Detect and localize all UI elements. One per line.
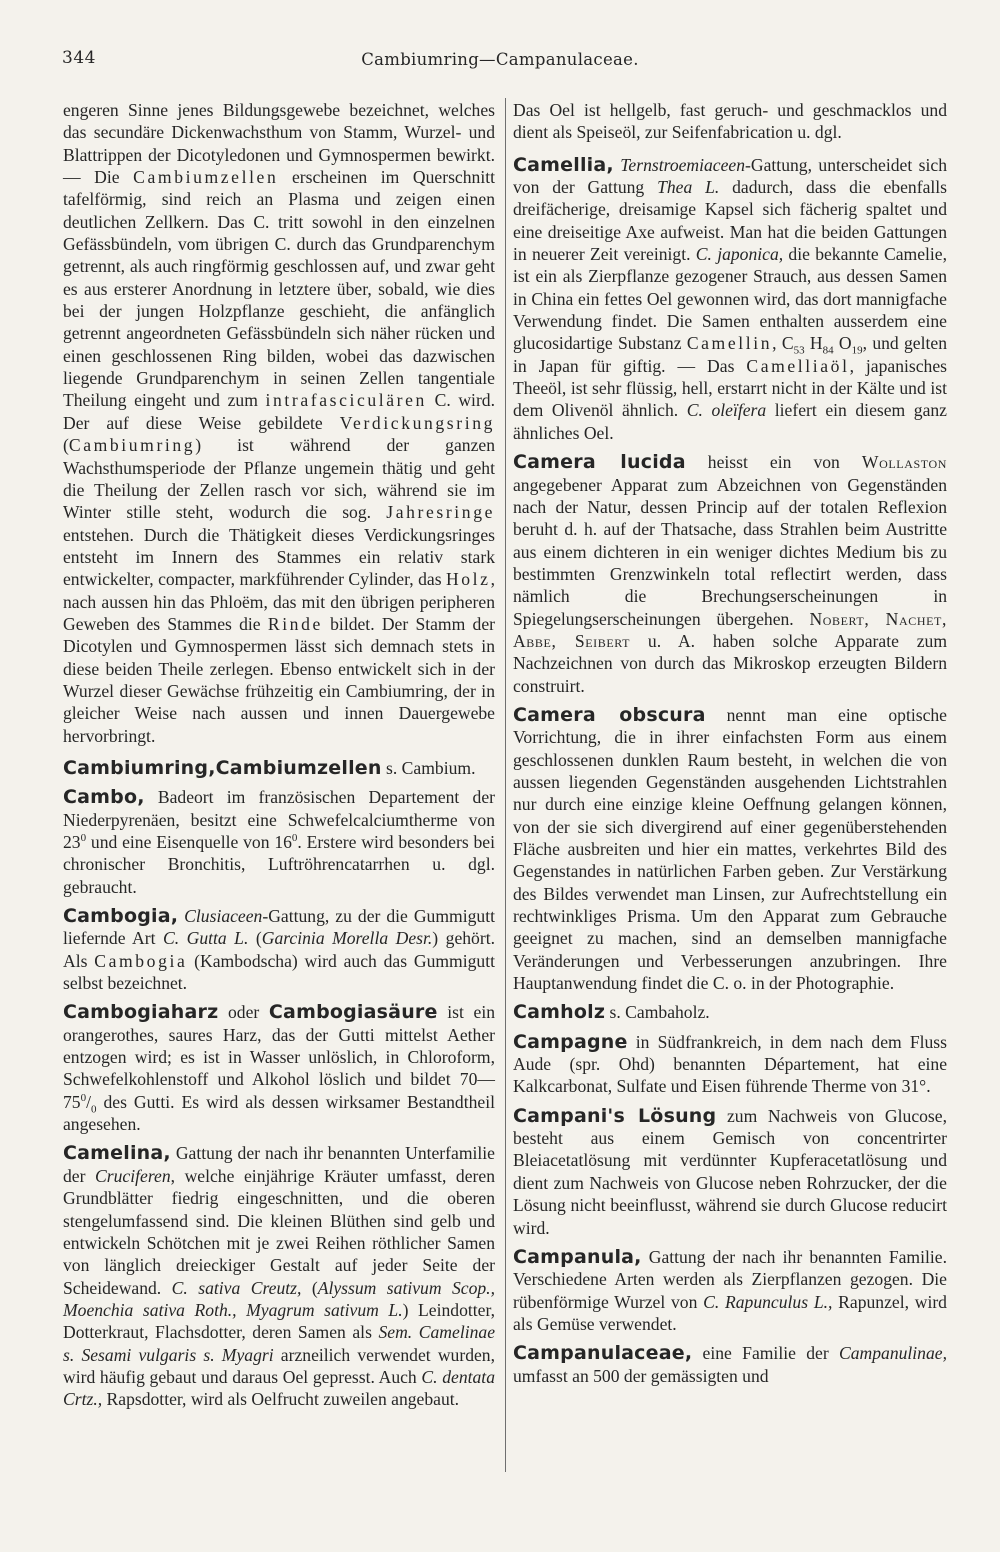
page-number: 344 <box>62 48 96 68</box>
headword: Campanulaceae, <box>513 1342 693 1365</box>
left-column <box>63 99 495 1418</box>
entry-camellia: Camellia, Ternstroemiaceen-Gattung, unterscheidet sich von der Gattung Thea L. dadurch, dass die ebenfalls dreifächerige, dreisamige Kapsel sich fächerig spaltet und eine dreiseitige Axe aufweist. Man hat die beiden Gattungen in neuerer Zeit vereinigt. C. japonica, die bekannte Camelie, ist ein als Zierpflanze gezogener Strauch, aus dessen Samen in China ein fettes Oel gewonnen wird, das dort mannigfache Verwendung findet. Die Samen enthalten ausserdem eine glucosidartige Substanz Camellin, $C_{53}$ $H_{84}$ $O_{19}$, und gelten in Japan für giftig. — Das Camelliaöl, japanisches Theeöl, ist sehr flüssig, hell, erstarrt nicht in der Kälte und ist dem Olivenöl ähnlich. C. oleïfera liefert ein diesem ganz ähnliches Oel. <box>513 153 947 443</box>
entry-cambogia: Cambogia, Clusiaceen-Gattung, zu der die Gummigutt liefernde Art C. Gutta L. (Garcinia Morella Desr.) gehört. Als Cambogia (Kambodscha) wird auch das Gummigutt selbst bezeichnet. <box>63 905 495 994</box>
headword: Cambiumring,Cambiumzellen <box>63 756 382 779</box>
right-column <box>513 99 947 1394</box>
headword: Camera obscura <box>513 703 706 726</box>
entry-camelina-continuation: Das Oel ist hellgelb, fast geruch- und geschmacklos und dient als Speiseöl, zur Seifenfabrication u. dgl. <box>513 100 947 143</box>
headword: Camelina, <box>63 1142 171 1165</box>
entry-camelina: Camelina, Gattung der nach ihr benannten Unterfamilie der Cruciferen, welche einjährige Kräuter umfasst, deren Grundblätter fiedrig eingeschnitten, und die oberen stengelumfassend sind. Die kleinen Blüthen sind gelb und entwickeln Schötchen mit je zwei Reihen röthlicher Samen von länglich dreieckiger Gestalt auf jeder Seite der Scheidewand. C. sativa Creutz, (Alyssum sativum Scop., Moenchia sativa Roth., Myagrum sativum L.) Leindotter, Dotterkraut, Flachsdotter, deren Samen als Sem. Camelinae s. Sesami vulgaris s. Myagri arzneilich verwendet wurden, wird häufig gebaut und daraus Oel gepresst. Auch C. dentata Crtz., Rapsdotter, wird als Oelfrucht zuweilen angebaut. <box>63 1142 496 1410</box>
headword: Cambo, <box>63 786 145 809</box>
entry-campanis-loesung: Campani's Lösung zum Nachweis von Glucose, besteht aus einem Gemisch von concentrirter Bleiacetatlösung mit verdünnter Kupferacetatlösung und dient zum Nachweis von Glucose neben Rohrzucker, der die Lösung nicht beeinflusst, während sie durch Glucose reducirt wird. <box>513 1104 947 1238</box>
headword: Camholz <box>513 1001 606 1024</box>
headword: Campani's Lösung <box>513 1104 717 1127</box>
column-divider <box>505 98 506 1472</box>
running-head: Cambiumring—Campanulaceae. <box>361 50 639 69</box>
entry-camholz: Camholz s. Cambaholz. <box>513 1001 710 1024</box>
entry-cambogiaharz: Cambogiaharz oder Cambogiasäure ist ein orangerothes, saures Harz, das der Gutti mittelst Aether entzogen wird; es ist in Wasser unlöslich, in Chloroform, Schwefelkohlenstoff und Alkohol löslich und bildet $70—75^0/_0$ des Gutti. Es wird als dessen wirksamer Bestandtheil angesehen. <box>63 1001 495 1135</box>
headword: Camera lucida <box>513 451 686 474</box>
headword: Campanula, <box>513 1245 642 1268</box>
entry-campanulaceae: Campanulaceae, eine Familie der Campanulinae, umfasst an 500 der gemässigten und <box>513 1342 947 1386</box>
headword: Cambogia, <box>63 905 179 928</box>
entry-campagne: Campagne in Südfrankreich, in dem nach dem Fluss Aude (spr. Ohd) benannten Département, hat eine Kalkcarbonat, Sulfate und Eisen führende Therme von 31°. <box>513 1030 947 1097</box>
entry-camera-lucida: Camera lucida heisst ein von Wollaston angegebener Apparat zum Abzeichnen von Gegenständen nach der Natur, dessen Princip auf der totalen Reflexion beruht d. h. auf der Thatsache, dass Strahlen beim Austritte aus einem dichteren in ein weniger dichtes Medium bis zu bestimmten Grenzwinkeln total reflectirt werden, dass nämlich die Brechungserscheinungen in Spiegelungserscheinungen übergehen. Nobert, Nachet, Abbe, Seibert u. A. haben solche Apparate zum Nachzeichnen von durch das Mikroskop erzeugten Bildern construirt. <box>513 451 948 696</box>
entry-cambium-continuation: engeren Sinne jenes Bildungsgewebe bezeichnet, welches das secundäre Dickenwachsthum von Stamm, Wurzel- und Blattrippen der Dicotyledonen und Gymnospermen bewirkt. — Die Cambiumzellen erscheinen im Querschnitt tafelförmig, sind reich an Plasma und zeigen einen deutlichen Zellkern. Das C. tritt sowohl in den einzelnen Gefässbündeln, vom übrigen C. durch das Grundparenchym getrennt, als auch ringförmig geschlossen auf, und zwar geht es aus ersterer Anordnung in letztere über, sobald, wie dies bei der jungen Holzpflanze geschieht, die anfänglich getrennt angeordneten Gefässbündeln sich näher rücken und einen geschlossenen Ring bilden, wobei das dazwischen liegende Grundparenchym in seinen Zellen tangentiale Theilung eingeht und zum intrafasciculären C. wird. Der auf diese Weise gebildete Verdickungsring (Cambiumring) ist während der ganzen Wachsthumsperiode der Pflanze ungemein thätig und geht die Theilung der Zellen rasch vor sich, während sie im Winter stille steht, wodurch die sog. Jahresringe entstehen. Durch die Thätigkeit dieses Verdickungsringes entsteht im Innern des Stammes ein relativ stark entwickelter, compacter, markführender Cylinder, das Holz, nach aussen hin das Phloëm, das mit den übrigen peripheren Geweben des Stammes die Rinde bildet. Der Stamm der Dicotylen und Gymnospermen lässt sich demnach stets in diese beiden Theile zerlegen. Ebenso entwickelt sich in der Wurzel dieser Gewächse frühzeitig ein Cambiumring, der in gleicher Weise nach aussen und innen Dauergewebe hervorbringt. <box>63 100 496 746</box>
headword: Cambogiasäure <box>268 1001 438 1024</box>
headword: Camellia, <box>513 153 614 176</box>
headword: Cambogiaharz <box>63 1001 219 1024</box>
entry-cambiumring: Cambiumring,Cambiumzellen s. Cambium. <box>63 756 476 779</box>
entry-campanula: Campanula, Gattung der nach ihr benannten Familie. Verschiedene Arten werden als Zierpflanzen gezogen. Die rübenförmige Wurzel von C. Rapunculus L., Rapunzel, wird als Gemüse verwendet. <box>513 1245 947 1334</box>
entry-cambo: Cambo, Badeort im französischen Departement der Niederpyrenäen, besitzt eine Schwefelcalciumtherme von $23^0$ und eine Eisenquelle von $16^0$. Erstere wird besonders bei chronischer Bronchitis, Luftröhrencatarrhen u. dgl. gebraucht. <box>63 786 495 897</box>
headword: Campagne <box>513 1030 628 1053</box>
entry-camera-obscura: Camera obscura nennt man eine optische Vorrichtung, die in ihrer einfachsten Form aus einem geschlossenen dunklen Raum besteht, in welchen die von aussen liegenden Gegenständen ausgehenden Lichtstrahlen nur durch eine einzige kleine Oeffnung gelangen können, von der sie sich divergirend auf einer gegenüberstehenden Fläche ausbreiten und hier ein mattes, verkehrtes Bild des Gegenstandes in natürlichen Farben geben. Zur Verstärkung des Bildes verwendet man Linsen, zur Aufrechtstellung ein rechtwinkliges Prisma. Um den Apparat zum Gebrauche geeignet zu machen, sind an demselben mannigfache Veränderungen und Verbesserungen anzubringen. Ihre Hauptanwendung findet die C. o. in der Photographie. <box>513 703 947 994</box>
